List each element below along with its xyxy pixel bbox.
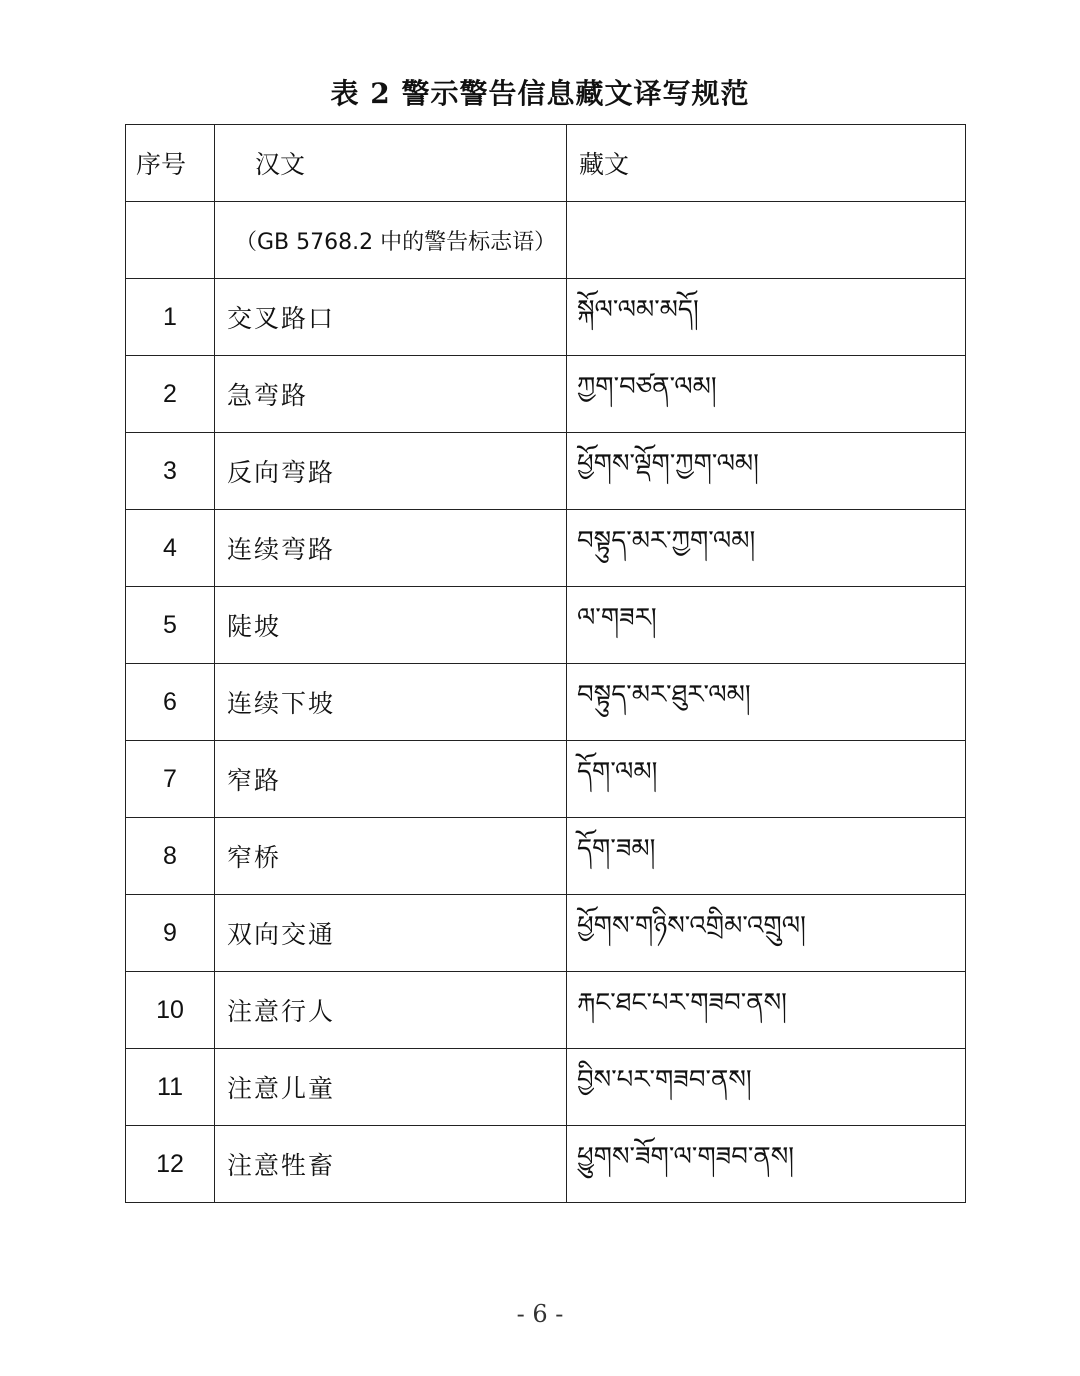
row-tibetan: དོག་ལམ།: [567, 741, 966, 818]
row-chinese: 交叉路口: [215, 279, 567, 356]
table-row: [126, 356, 966, 433]
table-row: [126, 664, 966, 741]
row-chinese: 注意儿童: [215, 1049, 567, 1126]
subheader-empty-cell: [567, 202, 966, 279]
row-tibetan: ལ་གཟར།: [567, 587, 966, 664]
table-row: [126, 895, 966, 972]
subheader-row: [126, 202, 966, 279]
row-tibetan: བསྟུད་མར་ཐུར་ལམ།: [567, 664, 966, 741]
subheader-label: （GB 5768.2 中的警告标志语）: [215, 202, 567, 279]
row-tibetan: ཕྱུགས་ཟོག་ལ་གཟབ་ནས།: [567, 1126, 966, 1203]
row-number: 10: [126, 972, 215, 1049]
spec-table: [125, 124, 966, 1203]
table-row: [126, 433, 966, 510]
page-title: 表 2 警示警告信息藏文译写规范: [330, 77, 750, 110]
table-row: [126, 279, 966, 356]
row-chinese: 连续下坡: [215, 664, 567, 741]
row-number: 6: [126, 664, 215, 741]
row-chinese: 反向弯路: [215, 433, 567, 510]
row-tibetan: ཕྱོགས་གཉིས་འགྲིམ་འགྲུལ།: [567, 895, 966, 972]
table-row: [126, 741, 966, 818]
header-row: [126, 125, 966, 202]
row-tibetan: རྐང་ཐང་པར་གཟབ་ནས།: [567, 972, 966, 1049]
row-number: 1: [126, 279, 215, 356]
row-tibetan: ཕྱོགས་ལྡོག་ཀྱག་ལམ།: [567, 433, 966, 510]
row-chinese: 急弯路: [215, 356, 567, 433]
row-number: 11: [126, 1049, 215, 1126]
table-row: [126, 587, 966, 664]
row-number: 8: [126, 818, 215, 895]
header-chinese: 汉文: [215, 125, 567, 202]
page-number: - 6 -: [516, 1300, 564, 1328]
header-number: 序号: [126, 125, 215, 202]
row-number: 2: [126, 356, 215, 433]
row-chinese: 注意牲畜: [215, 1126, 567, 1203]
row-chinese: 陡坡: [215, 587, 567, 664]
row-tibetan: བསྟུད་མར་ཀྱག་ལམ།: [567, 510, 966, 587]
table-row: [126, 972, 966, 1049]
row-number: 4: [126, 510, 215, 587]
row-tibetan: སྐོལ་ལམ་མདོ།: [567, 279, 966, 356]
row-number: 12: [126, 1126, 215, 1203]
row-tibetan: བྱིས་པར་གཟབ་ནས།: [567, 1049, 966, 1126]
row-chinese: 注意行人: [215, 972, 567, 1049]
row-chinese: 窄路: [215, 741, 567, 818]
row-chinese: 双向交通: [215, 895, 567, 972]
header-tibetan: 藏文: [567, 125, 966, 202]
subheader-empty-cell: [126, 202, 215, 279]
table-row: [126, 1049, 966, 1126]
row-chinese: 连续弯路: [215, 510, 567, 587]
row-number: 3: [126, 433, 215, 510]
table-row: [126, 818, 966, 895]
table-row: [126, 1126, 966, 1203]
row-number: 9: [126, 895, 215, 972]
row-number: 7: [126, 741, 215, 818]
row-tibetan: ཀྱག་བཙན་ལམ།: [567, 356, 966, 433]
table-row: [126, 510, 966, 587]
row-number: 5: [126, 587, 215, 664]
row-tibetan: དོག་ཟམ།: [567, 818, 966, 895]
row-chinese: 窄桥: [215, 818, 567, 895]
